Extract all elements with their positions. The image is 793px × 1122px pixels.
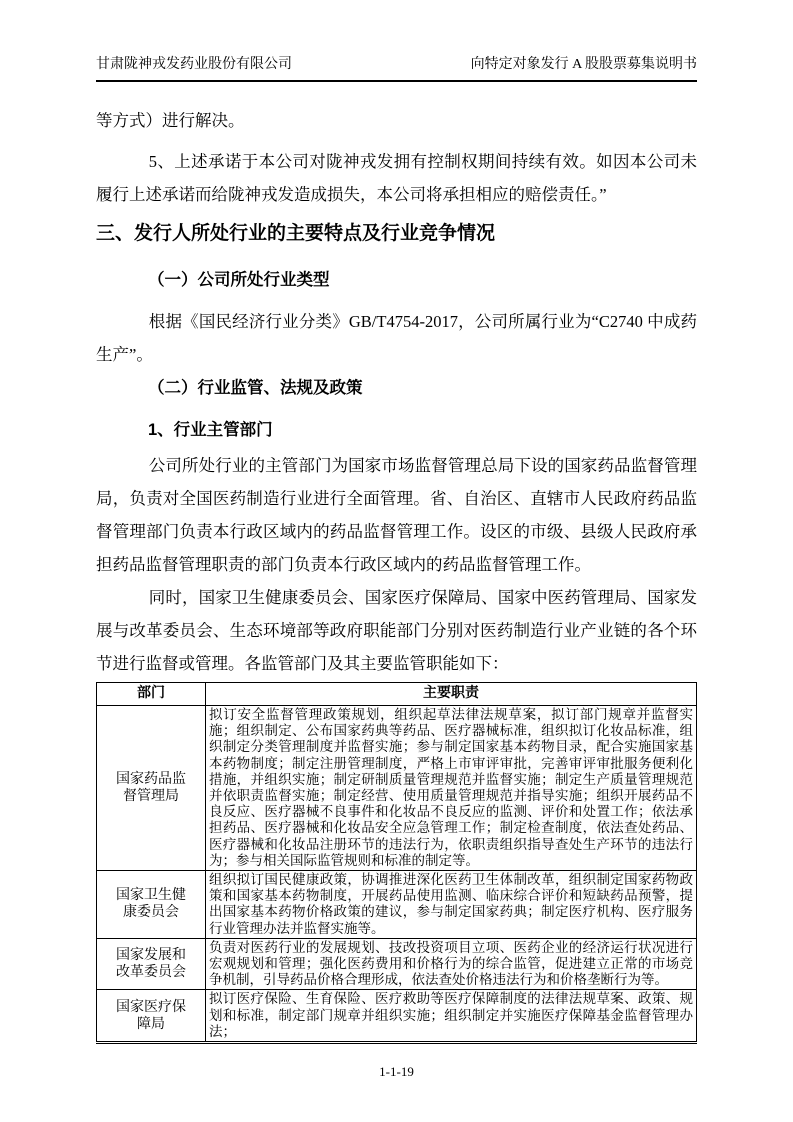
- page-number: 1-1-19: [379, 1064, 414, 1080]
- subsubsection-heading-authorities: 1、行业主管部门: [148, 421, 273, 439]
- paragraph-industry-classification: 根据《国民经济行业分类》GB/T4754-2017，公司所属行业为“C2740 中成药生产”。: [96, 312, 697, 364]
- table-row-nhsa: [97, 990, 697, 1043]
- duties-cell: 拟订安全监督管理政策规划，组织起草法律法规草案，拟订部门规章并监督实施；组织制定、公布国家药典等药品、医疗器械标准，组织拟订化妆品标准，组织制定分类管理制度并监督实施；参与制定国家基本药物目录，配合实施国家基本药物制度；制定注册管理制度，严格上市审评审批，完善审评审批服务便利化措施，并组织实施；制定研制质量管理规范并监督实施；制定生产质量管理规范并依职责监督实施；制定经营、使用质量管理规范并指导实施；组织开展药品不良反应、医疗器械不良事件和化妆品不良反应的监测、评价和处置工作；依法承担药品、医疗器械和化妆品安全应急管理工作；制定检查制度，依法查处药品、医疗器械和化妆品注册环节的违法行为，依职责组织指导查处生产环节的违法行为；参与相关国际监管规则和标准的制定等。: [206, 706, 697, 871]
- table-row-nmpa: [97, 706, 697, 871]
- subsection-heading-regulation: （二）行业监管、法规及政策: [148, 379, 363, 397]
- paragraph-authorities: 公司所处行业的主管部门为国家市场监督管理总局下设的国家药品监督管理局，负责对全国医药制造行业进行全面管理。省、自治区、直辖市人民政府药品监督管理部门负责本行政区域内的药品监督管理工作。设区的市级、县级人民政府承担药品监督管理职责的部门负责本行政区域内的药品监督管理工作。: [96, 456, 697, 574]
- department-cell: 国家药品监督管理局: [97, 706, 206, 871]
- table-header-duties: 主要职责: [206, 683, 697, 706]
- paragraph-commitment-5: 5、上述承诺于本公司对陇神戎发拥有控制权期间持续有效。如因本公司未履行上述承诺而给陇神戎发造成损失，本公司将承担相应的赔偿责任。”: [96, 152, 697, 204]
- table-header-row: [97, 683, 697, 706]
- regulators-table: [96, 682, 697, 1044]
- header-company-name: 甘肃陇神戎发药业股份有限公司: [96, 57, 292, 72]
- duties-cell: 负责对医药行业的发展规划、技改投资项目立项、医药企业的经济运行状况进行宏观规划和管理；强化医药费用和价格行为的综合监管，促进建立正常的市场竞争机制，引导药品价格合理形成，依法查处价格违法行为和价格垄断行为等。: [206, 938, 697, 990]
- department-cell: 国家发展和改革委员会: [97, 938, 206, 990]
- table-row-ndrc: [97, 938, 697, 990]
- header-doc-title: 向特定对象发行 A 股股票募集说明书: [470, 57, 697, 72]
- duties-cell: 拟订医疗保险、生育保险、医疗救助等医疗保障制度的法律法规草案、政策、规划和标准，制定部门规章并组织实施；组织制定并实施医疗保障基金监督管理办法；: [206, 990, 697, 1043]
- department-cell: 国家医疗保障局: [97, 990, 206, 1043]
- section-heading-industry: 三、发行人所处行业的主要特点及行业竞争情况: [96, 223, 496, 244]
- subsection-heading-industry-type: （一）公司所处行业类型: [148, 271, 330, 289]
- paragraph-other-regulators: 同时，国家卫生健康委员会、国家医疗保障局、国家中医药管理局、国家发展与改革委员会、生态环境部等政府职能部门分别对医药制造行业产业链的各个环节进行监督或管理。各监管部门及其主要监管职能如下：: [96, 588, 697, 673]
- paragraph-continuation: 等方式）进行解决。: [96, 111, 245, 130]
- table-row-nhc: [97, 871, 697, 939]
- department-cell: 国家卫生健康委员会: [97, 871, 206, 939]
- page-header: [96, 56, 697, 82]
- table-header-department: 部门: [97, 683, 206, 706]
- duties-cell: 组织拟订国民健康政策，协调推进深化医药卫生体制改革，组织制定国家药物政策和国家基本药物制度，开展药品使用监测、临床综合评价和短缺药品预警，提出国家基本药物价格政策的建议，参与制定国家药典；制定医疗机构、医疗服务行业管理办法并监督实施等。: [206, 871, 697, 939]
